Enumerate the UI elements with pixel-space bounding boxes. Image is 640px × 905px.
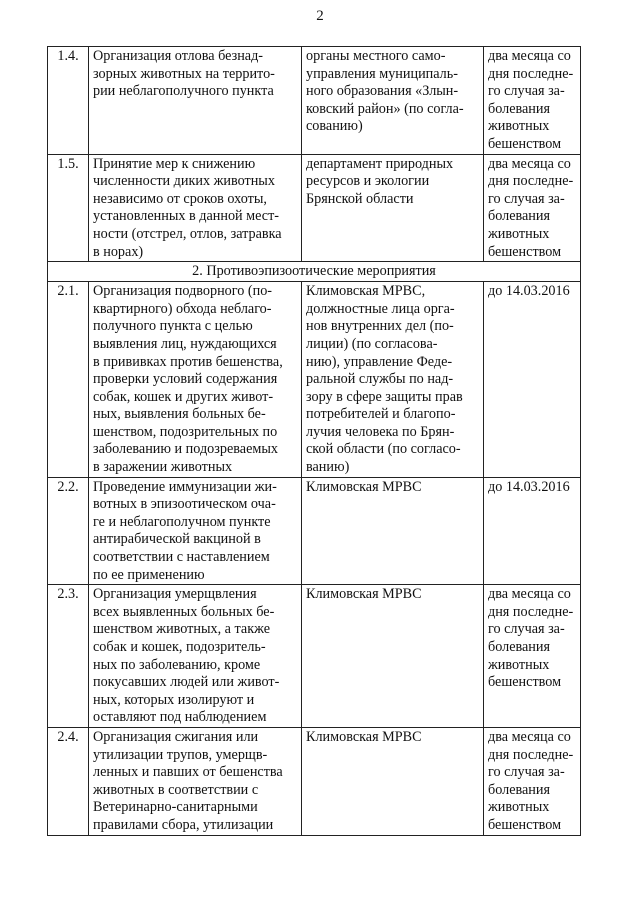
action-cell: Организация умерщвления всех выявленных больных бе- шенством животных, а также собак и кошек, подозритель- ных по заболеванию, кроме покусавших людей или живот- ных, которых изолируют и оставляют под наблюдением [89,585,302,728]
responsible-cell: Климовская МРВС [302,477,484,585]
section-row [48,262,581,282]
row-number: 2.4. [48,727,89,835]
term-cell: два месяца со дня последне- го случая за- болевания животных бешенством [484,585,581,728]
table-row [48,477,581,585]
table-row [48,727,581,835]
action-cell: Организация отлова безнад- зорных животных на террито- рии неблагополучного пункта [89,47,302,155]
responsible-cell: Климовская МРВС [302,727,484,835]
term-cell: два месяца со дня последне- го случая за- болевания животных бешенством [484,154,581,262]
responsible-cell: Климовская МРВС, должностные лица орга- нов внутренних дел (по- лиции) (по согласова- нию), управление Феде- ральной службы по над- зору в сфере защиты прав потребителей и благопо- лучия человека по Брян- ской области (по согласо- ванию) [302,282,484,478]
measures-table [47,46,581,836]
term-cell: два месяца со дня последне- го случая за- болевания животных бешенством [484,47,581,155]
section-title: 2. Противоэпизоотические мероприятия [48,262,581,282]
responsible-cell: Климовская МРВС [302,585,484,728]
row-number: 1.4. [48,47,89,155]
term-cell: до 14.03.2016 [484,477,581,585]
table-row [48,47,581,155]
table-row [48,585,581,728]
row-number: 1.5. [48,154,89,262]
row-number: 2.1. [48,282,89,478]
action-cell: Организация сжигания или утилизации трупов, умерщв- ленных и павших от бешенства животных в соответствии с Ветеринарно-санитарными правилами сбора, утилизации [89,727,302,835]
responsible-cell: департамент природных ресурсов и экологии Брянской области [302,154,484,262]
action-cell: Принятие мер к снижению численности диких животных независимо от сроков охоты, установленных в данной мест- ности (отстрел, отлов, затравка в норах) [89,154,302,262]
row-number: 2.3. [48,585,89,728]
responsible-cell: органы местного само- управления муниципаль- ного образования «Злын- ковский район» (по согла- сованию) [302,47,484,155]
row-number: 2.2. [48,477,89,585]
action-cell: Проведение иммунизации жи- вотных в эпизоотическом оча- ге и неблагополучном пункте антирабической вакциной в соответствии с наставлением по ее применению [89,477,302,585]
table-row [48,282,581,478]
term-cell: два месяца со дня последне- го случая за- болевания животных бешенством [484,727,581,835]
table-row [48,154,581,262]
page-number: 2 [316,8,324,24]
term-cell: до 14.03.2016 [484,282,581,478]
action-cell: Организация подворного (по- квартирного) обхода неблаго- получного пункта с целью выявления лиц, нуждающихся в прививках против бешенства, проверки условий содержания собак, кошек и других живот- ных, выявления больных бе- шенством, подозрительных по заболеванию и подозреваемых в заражении животных [89,282,302,478]
